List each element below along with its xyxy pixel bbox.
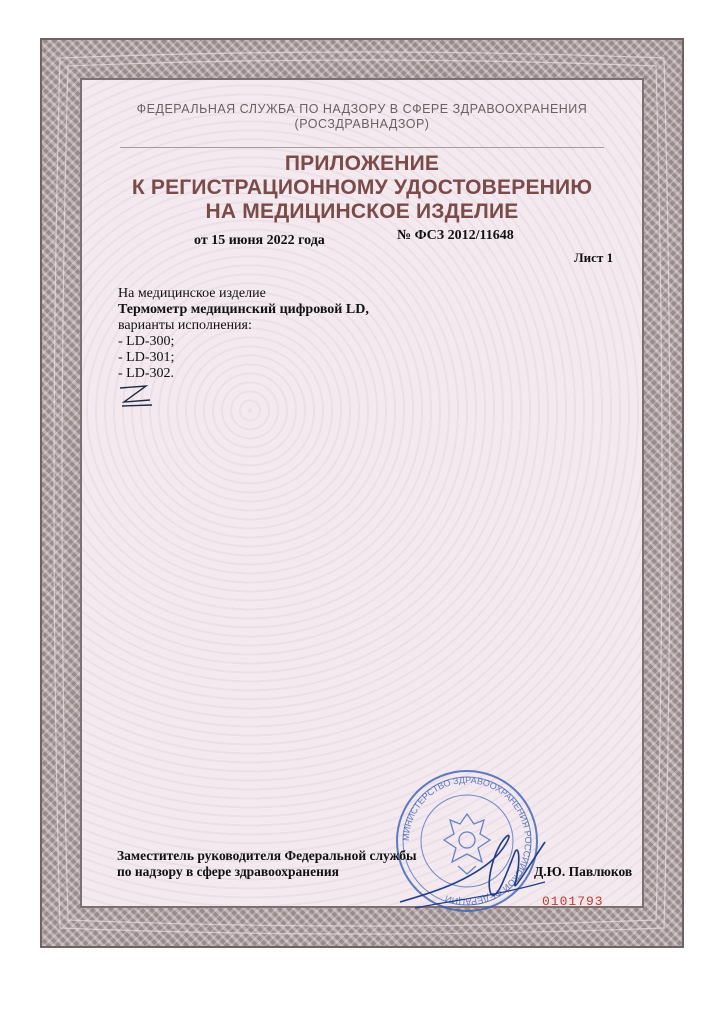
serial-number: 0101793 [542,894,604,909]
signer-name: Д.Ю. Павлюков [534,864,633,879]
issue-date: от 15 июня 2022 года [194,233,325,248]
title-line-2: К РЕГИСТРАЦИОННОМУ УДОСТОВЕРЕНИЮ [131,176,593,199]
handwritten-signature [395,822,555,912]
signer-position-line-2: по надзору в сфере здравоохранения [117,864,339,879]
sheet-number: Лист 1 [574,250,614,265]
signer-position-line-1: Заместитель руководителя Федеральной службы [117,848,417,863]
registration-number: № ФСЗ 2012/11648 [397,228,514,243]
title-line-1: ПРИЛОЖЕНИЕ [284,152,440,175]
title-line-3: НА МЕДИЦИНСКОЕ ИЗДЕЛИЕ [205,200,519,223]
product-name: Термометр медицинский цифровой LD, [118,302,369,317]
device-description [118,286,369,382]
intro-text: На медицинское изделие [118,286,266,301]
initial-mark [116,382,156,410]
agency-name: ФЕДЕРАЛЬНАЯ СЛУЖБА ПО НАДЗОРУ В СФЕРЕ ЗДРАВООХРАНЕНИЯ [136,102,588,116]
variants-label: варианты исполнения: [118,318,252,333]
variant-item: - LD-302. [118,366,174,381]
variant-item: - LD-301; [118,350,175,365]
svg-text:МИНИСТЕРСТВО ЗДРАВООХРАНЕНИЯ Р: МИНИСТЕРСТВО ЗДРАВООХРАНЕНИЯ РОССИЙСКОЙ ФЕДЕРАЦИИ [400,774,534,908]
signer-position [117,848,417,880]
agency-abbreviation: (РОСЗДРАВНАДЗОР) [294,117,430,131]
header-divider [120,147,604,148]
variant-item: - LD-300; [118,334,175,349]
